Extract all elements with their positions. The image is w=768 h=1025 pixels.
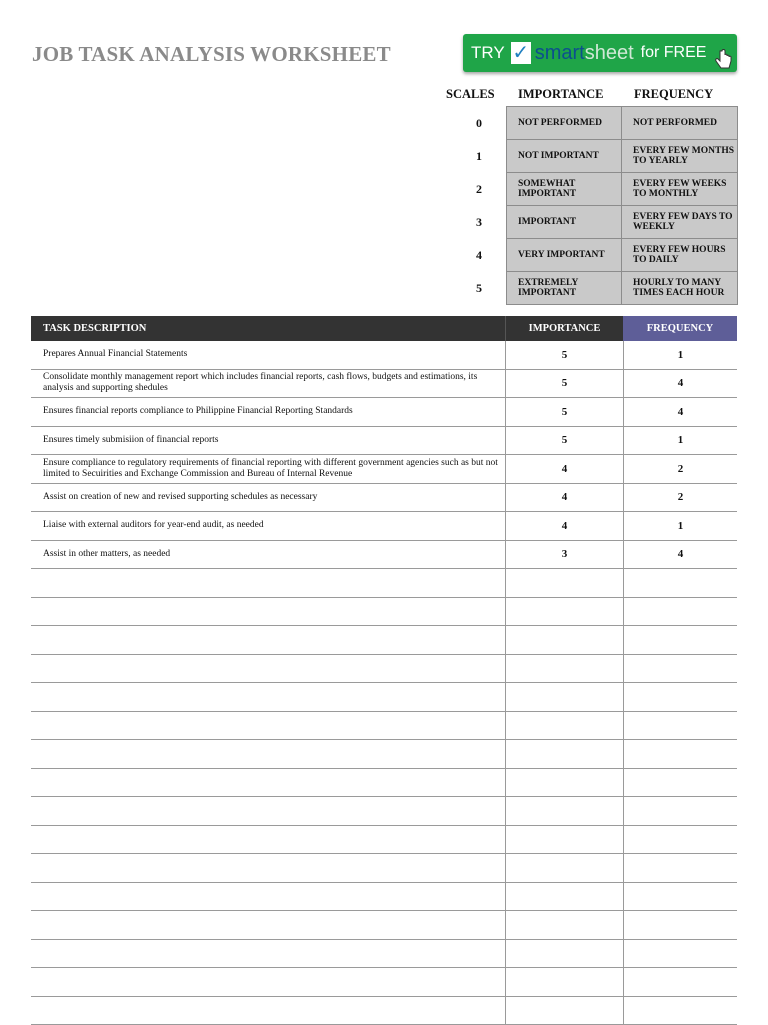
task-row: [31, 683, 737, 712]
task-description-cell[interactable]: Ensures financial reports compliance to Philippine Financial Reporting Standards: [31, 398, 505, 426]
task-table: [31, 316, 737, 1025]
task-frequency-cell[interactable]: [623, 712, 737, 740]
task-frequency-cell[interactable]: 4: [623, 370, 737, 398]
task-importance-cell[interactable]: [505, 655, 623, 683]
task-row: [31, 341, 737, 370]
task-importance-cell[interactable]: [505, 569, 623, 597]
task-importance-cell[interactable]: [505, 997, 623, 1025]
scales-header: SCALES: [446, 87, 495, 102]
task-frequency-cell[interactable]: [623, 883, 737, 911]
task-description-header: TASK DESCRIPTION: [31, 316, 505, 341]
task-importance-cell[interactable]: [505, 883, 623, 911]
task-frequency-cell[interactable]: [623, 797, 737, 825]
task-frequency-cell[interactable]: [623, 655, 737, 683]
task-row: [31, 826, 737, 855]
scale-importance-cell: EXTREMELY IMPORTANT: [507, 272, 622, 304]
try-smartsheet-button[interactable]: [463, 34, 737, 72]
task-frequency-cell[interactable]: [623, 997, 737, 1025]
brand-part-a: smart: [535, 42, 585, 64]
checkmark-icon: ✓: [511, 42, 531, 64]
task-row: [31, 854, 737, 883]
scale-row: [506, 272, 738, 305]
task-description-cell[interactable]: Assist in other matters, as needed: [31, 541, 505, 569]
task-row: [31, 940, 737, 969]
task-frequency-cell[interactable]: 4: [623, 398, 737, 426]
task-frequency-cell[interactable]: [623, 826, 737, 854]
task-description-cell[interactable]: [31, 683, 505, 711]
task-frequency-cell[interactable]: 1: [623, 512, 737, 540]
task-importance-cell[interactable]: 5: [505, 341, 623, 369]
promo-try-label: TRY: [471, 43, 505, 63]
task-importance-cell[interactable]: 5: [505, 370, 623, 398]
task-description-cell[interactable]: Liaise with external auditors for year-end audit, as needed: [31, 512, 505, 540]
task-importance-cell[interactable]: [505, 712, 623, 740]
scale-importance-cell: NOT PERFORMED: [507, 107, 622, 139]
task-row: [31, 541, 737, 570]
task-row: [31, 883, 737, 912]
task-frequency-cell[interactable]: 4: [623, 541, 737, 569]
task-row: [31, 740, 737, 769]
task-description-cell[interactable]: Ensure compliance to regulatory requirements of financial reporting with different government agencies such as but not limited to Secuirities and Exchange Commission and Bureau of Internal Revenue: [31, 455, 505, 483]
task-row: [31, 569, 737, 598]
task-row: [31, 370, 737, 399]
task-row: [31, 968, 737, 997]
scales-legend-table: [506, 106, 738, 305]
scale-importance-cell: NOT IMPORTANT: [507, 140, 622, 172]
hand-cursor-icon: [713, 48, 733, 72]
scale-frequency-cell: HOURLY TO MANY TIMES EACH HOUR: [622, 272, 737, 304]
task-frequency-cell[interactable]: 1: [623, 341, 737, 369]
task-frequency-cell[interactable]: [623, 911, 737, 939]
task-description-cell[interactable]: [31, 740, 505, 768]
frequency-scale-header: FREQUENCY: [634, 87, 713, 102]
task-importance-cell[interactable]: 4: [505, 512, 623, 540]
task-importance-cell[interactable]: [505, 683, 623, 711]
task-importance-header: IMPORTANCE: [505, 316, 623, 341]
task-frequency-cell[interactable]: [623, 569, 737, 597]
task-row: [31, 655, 737, 684]
scale-number: 0: [470, 116, 488, 131]
task-description-cell[interactable]: [31, 854, 505, 882]
task-frequency-cell[interactable]: [623, 740, 737, 768]
task-description-cell[interactable]: [31, 569, 505, 597]
task-table-body: [31, 341, 737, 1025]
scale-frequency-cell: EVERY FEW MONTHS TO YEARLY: [622, 140, 737, 172]
task-row: [31, 712, 737, 741]
scale-row: [506, 106, 738, 140]
task-row: [31, 769, 737, 798]
scale-number: 1: [470, 149, 488, 164]
task-description-cell[interactable]: [31, 769, 505, 797]
task-description-cell[interactable]: Prepares Annual Financial Statements: [31, 341, 505, 369]
task-row: [31, 398, 737, 427]
scale-row: [506, 206, 738, 239]
task-row: [31, 598, 737, 627]
scale-number: 2: [470, 182, 488, 197]
scale-row: [506, 239, 738, 272]
task-description-cell[interactable]: [31, 712, 505, 740]
task-frequency-cell[interactable]: [623, 598, 737, 626]
task-frequency-cell[interactable]: [623, 968, 737, 996]
scale-frequency-cell: EVERY FEW WEEKS TO MONTHLY: [622, 173, 737, 205]
brand-part-b: sheet: [585, 42, 634, 64]
task-row: [31, 512, 737, 541]
task-row: [31, 455, 737, 484]
task-importance-cell[interactable]: [505, 626, 623, 654]
task-frequency-cell[interactable]: [623, 940, 737, 968]
task-description-cell[interactable]: Consolidate monthly management report which includes financial reports, cash flows, budgets and estimations, its analysis and supporting shedules: [31, 370, 505, 398]
task-row: [31, 427, 737, 456]
task-frequency-header: FREQUENCY: [623, 316, 737, 341]
task-importance-cell[interactable]: [505, 826, 623, 854]
importance-scale-header: IMPORTANCE: [518, 87, 603, 102]
task-importance-cell[interactable]: [505, 911, 623, 939]
scale-frequency-cell: EVERY FEW HOURS TO DAILY: [622, 239, 737, 271]
promo-for-free-label: for FREE: [641, 44, 707, 62]
task-row: [31, 997, 737, 1025]
task-row: [31, 626, 737, 655]
task-description-cell[interactable]: [31, 826, 505, 854]
scale-number: 4: [470, 248, 488, 263]
scale-importance-cell: VERY IMPORTANT: [507, 239, 622, 271]
task-description-cell[interactable]: Ensures timely submisiion of financial reports: [31, 427, 505, 455]
task-description-cell[interactable]: [31, 883, 505, 911]
task-frequency-cell[interactable]: [623, 769, 737, 797]
scale-row: [506, 140, 738, 173]
scale-frequency-cell: EVERY FEW DAYS TO WEEKLY: [622, 206, 737, 238]
task-importance-cell[interactable]: [505, 797, 623, 825]
task-frequency-cell[interactable]: 2: [623, 484, 737, 512]
task-importance-cell[interactable]: [505, 740, 623, 768]
task-importance-cell[interactable]: 5: [505, 427, 623, 455]
task-frequency-cell[interactable]: 2: [623, 455, 737, 483]
task-importance-cell[interactable]: 5: [505, 398, 623, 426]
task-importance-cell[interactable]: 4: [505, 484, 623, 512]
task-description-cell[interactable]: [31, 968, 505, 996]
scale-number: 3: [470, 215, 488, 230]
smartsheet-logo: [535, 42, 634, 65]
task-row: [31, 484, 737, 513]
scale-importance-cell: SOMEWHAT IMPORTANT: [507, 173, 622, 205]
task-description-cell[interactable]: [31, 655, 505, 683]
task-importance-cell[interactable]: [505, 854, 623, 882]
task-description-cell[interactable]: [31, 997, 505, 1025]
task-description-cell[interactable]: Assist on creation of new and revised supporting schedules as necessary: [31, 484, 505, 512]
task-importance-cell[interactable]: [505, 598, 623, 626]
task-frequency-cell[interactable]: [623, 683, 737, 711]
task-importance-cell[interactable]: [505, 769, 623, 797]
task-importance-cell[interactable]: 4: [505, 455, 623, 483]
task-table-header: [31, 316, 737, 341]
task-row: [31, 797, 737, 826]
scale-frequency-cell: NOT PERFORMED: [622, 107, 737, 139]
task-frequency-cell[interactable]: 1: [623, 427, 737, 455]
scale-importance-cell: IMPORTANT: [507, 206, 622, 238]
task-description-cell[interactable]: [31, 598, 505, 626]
task-description-cell[interactable]: [31, 626, 505, 654]
scale-row: [506, 173, 738, 206]
task-description-cell[interactable]: [31, 940, 505, 968]
task-description-cell[interactable]: [31, 911, 505, 939]
scale-number: 5: [470, 281, 488, 296]
task-description-cell[interactable]: [31, 797, 505, 825]
task-row: [31, 911, 737, 940]
task-importance-cell[interactable]: 3: [505, 541, 623, 569]
task-importance-cell[interactable]: [505, 968, 623, 996]
task-frequency-cell[interactable]: [623, 626, 737, 654]
task-importance-cell[interactable]: [505, 940, 623, 968]
task-frequency-cell[interactable]: [623, 854, 737, 882]
page-title: JOB TASK ANALYSIS WORKSHEET: [32, 42, 391, 67]
